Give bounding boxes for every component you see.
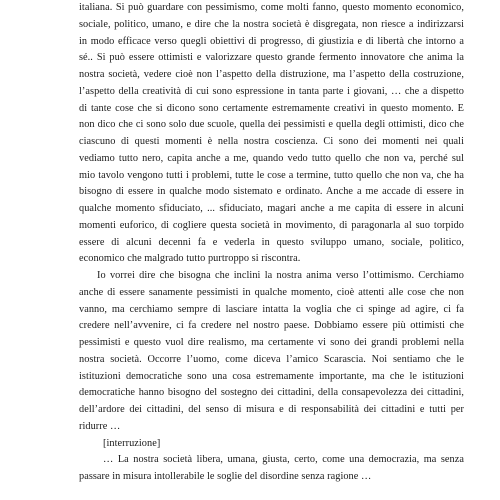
text-line: Io vorrei dire che bisogna che inclini la nostra anima verso l’ottimismo. Cerchiamo — [97, 270, 464, 281]
text-line: italiana. Si può guardare con pessimismo, come molti fanno, questo momento economico, — [79, 2, 464, 13]
text-line: vediamo tutto nero, capita anche a me, quando vedo tutto quello che non va, perché sul — [79, 152, 464, 164]
text-line: democratiche hanno bisogno del sostegno dei cittadini, della consapevolezza dei cittadini, — [79, 387, 464, 399]
text-line: passare in misura intollerabile le soglie del disordine senza ragione … — [79, 471, 372, 482]
text-line: non dico che ci sono solo due scuole, quella dei pessimisti e quella degli ottimisti, dico che — [79, 119, 464, 131]
text-line: pessimisti e questo vuol dire realismo, ma certamente vi sono dei grandi problemi nella — [79, 337, 464, 348]
text-line: … La nostra società libera, umana, giusta, certo, come una democrazia, ma senza — [103, 454, 464, 466]
text-line: vanno, ma cerchiamo sempre di lasciare intatta la voglia che ci spinge ad agire, ci fa — [79, 303, 464, 315]
text-line: di tante cose che si dicono sono certamente estremamente creativi in questo momento. E — [79, 102, 464, 114]
text-line: sociale, politico, umano, e dire che la nostra società è disgregata, non riesce a indirizzarsi — [79, 18, 464, 30]
text-line: qualche momento sfiduciato, ... sfiduciato, magari anche a me capita di essere in alcuni — [79, 203, 464, 214]
text-line: anche di essere sanamente pessimisti in qualche momento, cioè attenti alle cose che non — [79, 286, 464, 298]
text-line: ciascuno di questi momenti è nella nostra coscienza. Ci sono dei momenti nei quali — [79, 136, 464, 147]
text-line: istituzioni democratiche sono una cosa estremamente importante, ma che le istituzioni — [79, 370, 464, 382]
text-line: momenti euforico, di cogliere questa società in movimento, di paragonarla al suo torpido — [79, 219, 464, 231]
text-line: mio tavolo vengono tutti i problemi, tutte le cose a termine, tutto quello che non va, che ha — [79, 169, 464, 181]
paragraph-1 — [79, 0, 464, 268]
interruption-note: [interruzione] — [103, 437, 161, 449]
text-line: bisogno di essere in qualche modo sistemato e ordinato. Anche a me accade di essere in — [79, 186, 464, 198]
text-line: nostra società, vedere cioè non l’aspetto della distruzione, ma l’aspetto della costruzione, — [79, 69, 464, 80]
paragraph-2 — [79, 268, 464, 436]
paragraph-3 — [79, 452, 464, 486]
text-line: dell’ardore dei cittadini, del senso di misura e di responsabilità dei cittadini e tutti per — [79, 404, 464, 415]
text-line: essere di alcuni decenni fa e vederla in questo sviluppo umano, sociale, politico, — [79, 236, 464, 248]
text-line: l’aspetto della creatività di cui sono espressione in tanta parte i giovani, … che a dispetto — [79, 85, 464, 97]
text-line: in modo efficace verso quegli obiettivi di progresso, di giustizia e di libertà che intorno a — [79, 35, 464, 47]
text-line: credere nell’avvenire, ci fa credere nel nostro paese. Dobbiamo essere più ottimisti che — [79, 320, 464, 332]
document-body — [79, 0, 464, 486]
text-line: sé.. Si può essere ottimisti e valorizzare questo grande fermento innovatore che anima la — [79, 52, 464, 64]
text-line: nostra società. Occorre l’uomo, come diceva l’amico Scarascia. Noi sentiamo che le — [79, 353, 464, 365]
text-line: ridurre … — [79, 420, 121, 432]
text-line: economico che malgrado tutto purtroppo si riscontra. — [79, 253, 301, 265]
